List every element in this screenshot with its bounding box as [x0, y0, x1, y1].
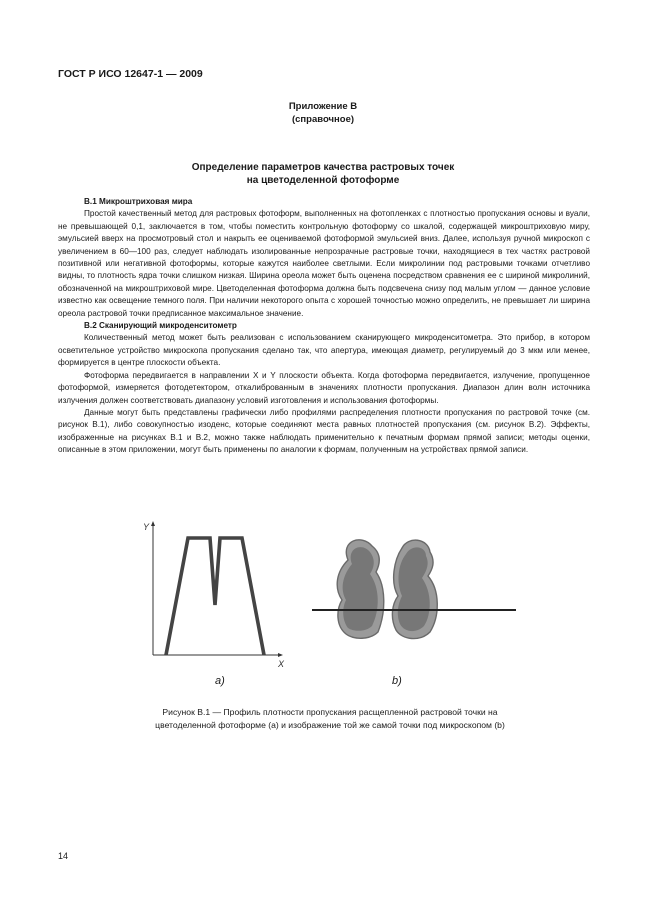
section-heading-b1: В.1 Микроштриховая мира — [84, 197, 193, 206]
figure-caption: Рисунок В.1 — Профиль плотности пропускания расщепленной растровой точки на цветоделенной фотоформе (а) и изображение той же самой точки под микроскопом (b) — [155, 707, 505, 730]
y-axis-arrow — [151, 521, 155, 526]
paragraph-b2-1: Количественный метод может быть реализован с использованием сканирующего микроденситометра. Это прибор, в котором осветительное устройство микроскопа пропускания сделано так, что апертура, имеющая диаметр, регулируемый до 3 мкм или менее, формируется в центре плоскости объекта. — [58, 333, 590, 368]
annex-title: Приложение В — [288, 101, 358, 112]
document-code-header: ГОСТ Р ИСО 12647-1 — 2009 — [58, 68, 203, 80]
paragraph-b1-1: Простой качественный метод для растровых фотоформ, выполненных на фотопленках с плотностью пропускания основы и вуали, не превышающей 0,1, заключается в том, чтобы поместить контрольную фотоформу со шкалой, содержащей микроштриховую миру, эмульсией вверх на просмотровый стол и накрыть ее оцениваемой фотоформой эмульсией вниз. Далее, используя ручной микроскоп с увеличением в 60—100 раз, следует наблюдать изолированные непрозрачные растровые точки, находящиеся в тех частях растровой позитивной или негативной фотоформы, которые кажутся наиболее светлыми. Если микролинии под растровыми точками отчетливо видны, то плотность ядра точки слишком низкая. Ширина ореола может быть оценена посредством сравнения ее с шириной микролиний, обозначенной на микроштриховой мире. Цветоделенная фотоформа должна быть подсвечена снизу под малым углом — данное условие известно как освещение темного поля. При наличии некоторого опыта с хорошей точностью можно определить, не превышает ли ширина ореола растровой точки предписанное максимальное значение. — [58, 209, 590, 318]
paragraph-b2-2: Фотоформа передвигается в направлении X и Y плоскости объекта. Когда фотоформа передвигается, излучение, пропущенное фотоформой, измеряется фотодетектором, откалиброванным в значениях плотности пропускания. Диапазон длин волн источника излучения должен соответствовать диапазону условий изготовления и использования фотоформы. — [58, 370, 590, 405]
y-axis-label: Y — [143, 522, 150, 532]
main-title-line-1: Определение параметров качества растровых точек — [191, 162, 455, 173]
right-lobe-core — [398, 547, 430, 631]
figure-b1-graphic — [140, 520, 520, 695]
figure-part-b-label: b) — [392, 675, 402, 687]
density-profile-curve — [166, 538, 264, 655]
section-heading-b2: В.2 Сканирующий микроденситометр — [84, 321, 237, 331]
main-title-line-2: на цветоделенной фотоформе — [246, 175, 400, 186]
paragraph-b2-3: Данные могут быть представлены графически либо профилями распределения плотности пропускания по растровой точке (см. рисунок В.1), либо совокупностью изоденс, которые соединяют места равных плотностей пропускания (см. рисунок В.2). Эффекты, изображенные на рисунках В.1 и В.2, можно также наблюдать применительно к печатным формам прямой записи; методы оценки, описанные в этом приложении, могут быть применены по аналогии к формам, полученным на устройствах прямой записи. — [58, 407, 590, 455]
body-text — [58, 196, 590, 457]
figure-part-a-label: a) — [215, 675, 225, 687]
x-axis-arrow — [278, 653, 283, 657]
density-profile-plot — [143, 521, 285, 669]
microscope-dot-image — [312, 540, 516, 639]
page-number: 14 — [58, 851, 69, 861]
annex-subtitle: (справочное) — [291, 114, 355, 125]
figure-b1 — [140, 520, 520, 695]
x-axis-label: X — [278, 659, 285, 669]
